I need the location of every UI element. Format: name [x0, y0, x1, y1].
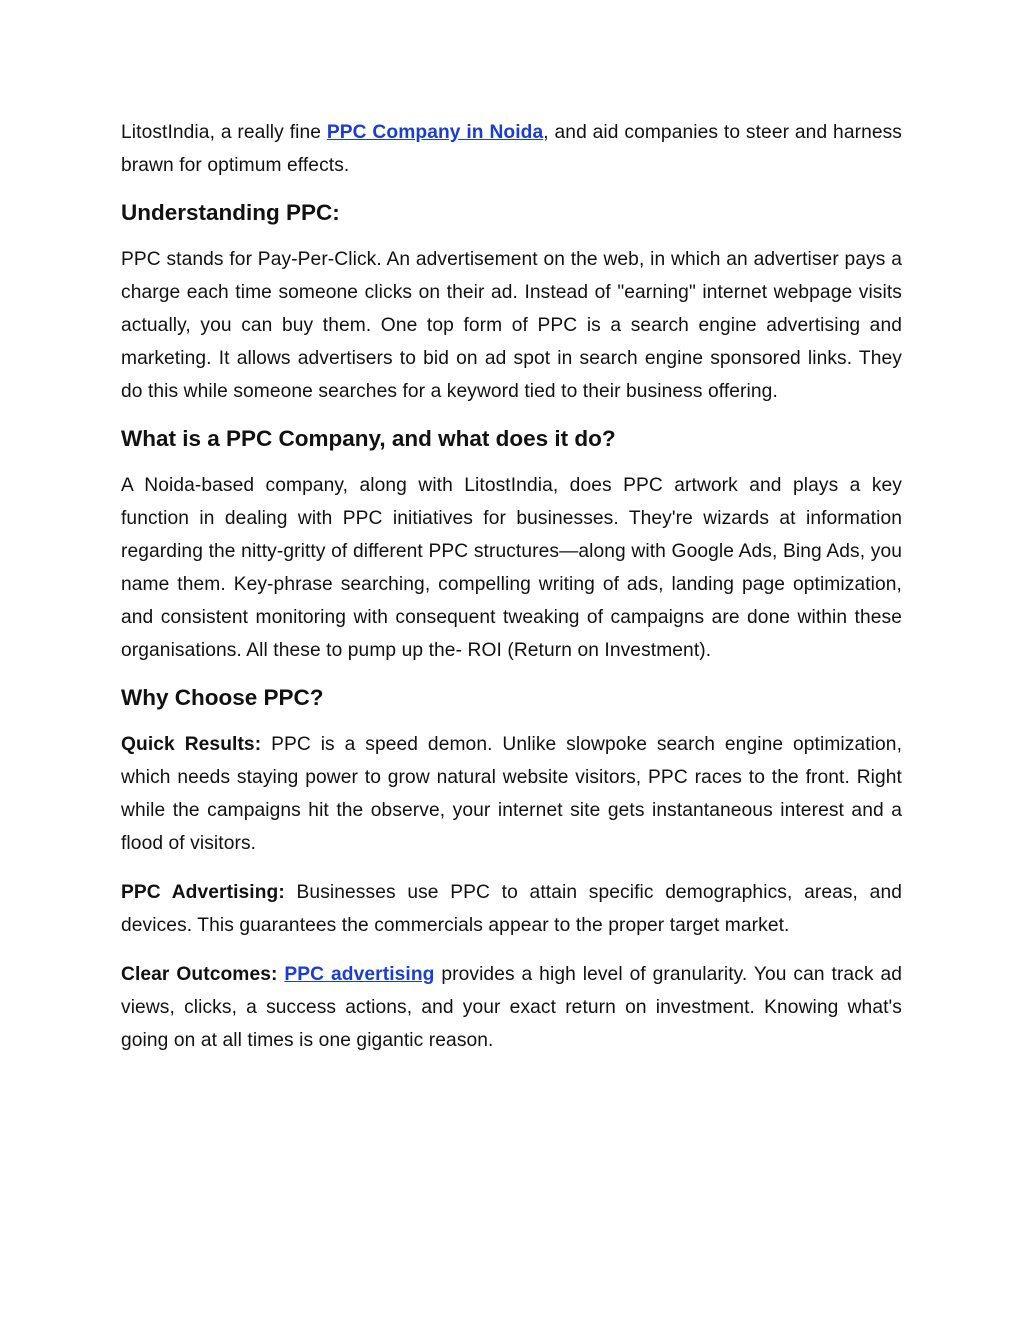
clear-outcomes-label: Clear Outcomes:	[121, 964, 278, 985]
clear-outcomes-text: provides a high level of granularity. You can track ad views, clicks, a success actions, and your exact return on investment. Knowing what's going on at all times is one gigantic reason.	[121, 964, 903, 1051]
ppc-company-noida-link[interactable]: PPC Company in Noida	[326, 122, 544, 143]
intro-text-after: , and aid companies to steer and harness brawn for optimum effects.	[121, 122, 903, 176]
why-choose-ppc-heading: Why Choose PPC?	[121, 685, 324, 710]
understanding-ppc-paragraph: PPC stands for Pay-Per-Click. An advertisement on the web, in which an advertiser pays a charge each time someone clicks on their ad. Instead of "earning" internet webpage visits actually, you can buy them. One top form of PPC is a search engine advertising and marketing. It allows advertisers to bid on ad spot in search engine sponsored links. They do this while someone searches for a keyword tied to their business offering.	[121, 249, 902, 402]
quick-results-label: Quick Results:	[121, 734, 262, 755]
quick-results-paragraph	[121, 728, 902, 860]
understanding-ppc-heading: Understanding PPC:	[121, 200, 340, 225]
what-is-ppc-company-heading: What is a PPC Company, and what does it do?	[121, 426, 616, 451]
document-page	[121, 116, 902, 1073]
intro-text-before: LitostIndia, a really fine	[121, 122, 327, 143]
clear-outcomes-paragraph	[121, 958, 902, 1057]
quick-results-text: PPC is a speed demon. Unlike slowpoke search engine optimization, which needs staying power to grow natural website visitors, PPC races to the front. Right while the campaigns hit the observe, your internet site gets instantaneous interest and a flood of visitors.	[121, 734, 903, 854]
ppc-advertising-link[interactable]: PPC advertising	[284, 964, 435, 985]
ppc-advertising-paragraph	[121, 876, 902, 942]
what-is-ppc-company-paragraph: A Noida-based company, along with LitostIndia, does PPC artwork and plays a key function in dealing with PPC initiatives for businesses. They're wizards at information regarding the nitty-gritty of different PPC structures—along with Google Ads, Bing Ads, you name them. Key-phrase searching, compelling writing of ads, landing page optimization, and consistent monitoring with consequent tweaking of campaigns are done within these organisations. All these to pump up the- ROI (Return on Investment).	[121, 475, 902, 661]
ppc-advertising-label: PPC Advertising:	[121, 882, 285, 903]
ppc-advertising-text: Businesses use PPC to attain specific demographics, areas, and devices. This guarantees the commercials appear to the proper target market.	[121, 882, 902, 936]
intro-paragraph	[121, 116, 902, 182]
